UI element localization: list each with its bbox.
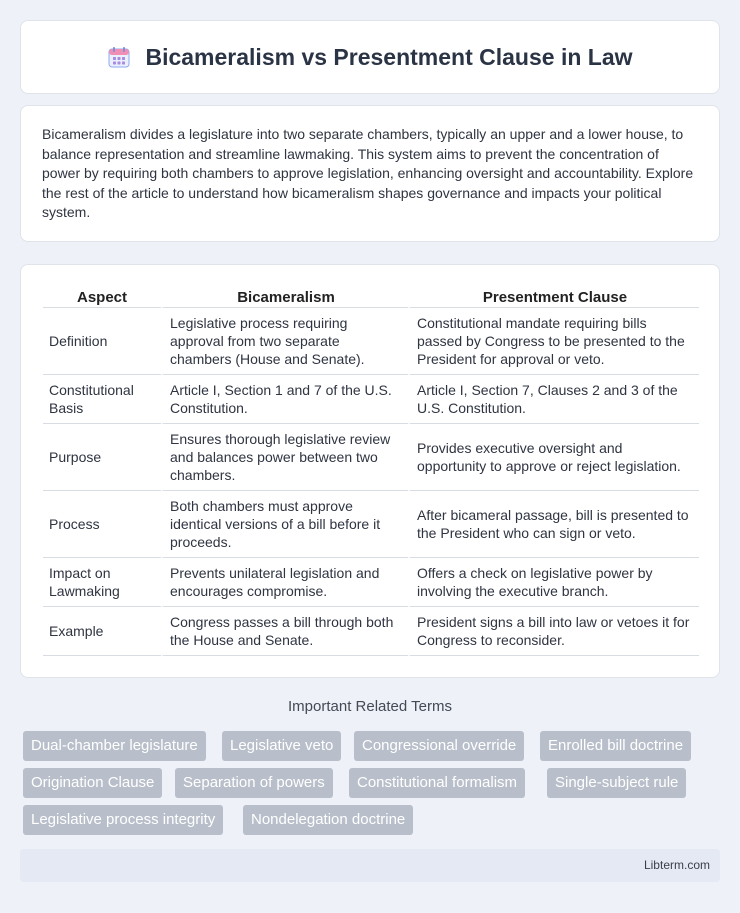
table-row [43, 491, 699, 558]
row-aspect: Definition [43, 308, 161, 375]
row-bicameralism: Congress passes a bill through both the House and Senate. [161, 607, 408, 656]
row-bicameralism: Article I, Section 1 and 7 of the U.S. Constitution. [161, 375, 408, 424]
table-row [43, 308, 699, 375]
related-term-tag[interactable]: Single-subject rule [547, 768, 686, 798]
intro-text: Bicameralism divides a legislature into two separate chambers, typically an upper and a lower house, to balance representation and streamline lawmaking. This system aims to prevent the concentration of power by requiring both chambers to approve legislation, enhancing oversight and accountability. Explore the rest of the article to understand how bicameralism shapes governance and impacts your political system. [42, 126, 694, 220]
table-row [43, 558, 699, 607]
related-terms-title: Important Related Terms [288, 698, 452, 715]
footer-brand[interactable]: Libterm.com [643, 858, 710, 872]
row-aspect: Impact on Lawmaking [43, 558, 161, 607]
related-term-tag[interactable]: Legislative process integrity [23, 805, 223, 835]
header-bicameralism: Bicameralism [161, 285, 408, 308]
related-term-tag[interactable]: Nondelegation doctrine [243, 805, 413, 835]
related-term-tag[interactable]: Dual-chamber legislature [23, 731, 206, 761]
intro-card [20, 105, 720, 242]
related-term-tag[interactable]: Legislative veto [222, 731, 341, 761]
page-title: Bicameralism vs Presentment Clause in Law [145, 43, 633, 70]
row-aspect: Purpose [43, 424, 161, 491]
comparison-card [20, 264, 720, 678]
table-row [43, 424, 699, 491]
row-aspect: Example [43, 607, 161, 656]
footer [20, 849, 720, 882]
calendar-icon [107, 45, 131, 69]
header-card [20, 20, 720, 94]
row-bicameralism: Legislative process requiring approval from two separate chambers (House and Senate). [161, 308, 408, 375]
row-bicameralism: Prevents unilateral legislation and encourages compromise. [161, 558, 408, 607]
row-aspect: Constitutional Basis [43, 375, 161, 424]
table-row [43, 607, 699, 656]
row-bicameralism: Ensures thorough legislative review and balances power between two chambers. [161, 424, 408, 491]
row-aspect: Process [43, 491, 161, 558]
row-presentment: President signs a bill into law or vetoes it for Congress to reconsider. [408, 607, 699, 656]
comparison-table [43, 285, 699, 656]
table-row [43, 375, 699, 424]
row-presentment: After bicameral passage, bill is presented to the President who can sign or veto. [408, 491, 699, 558]
table-header-row [43, 285, 699, 308]
related-term-tag[interactable]: Constitutional formalism [349, 768, 525, 798]
row-presentment: Article I, Section 7, Clauses 2 and 3 of the U.S. Constitution. [408, 375, 699, 424]
row-bicameralism: Both chambers must approve identical versions of a bill before it proceeds. [161, 491, 408, 558]
row-presentment: Provides executive oversight and opportunity to approve or reject legislation. [408, 424, 699, 491]
row-presentment: Constitutional mandate requiring bills passed by Congress to be presented to the President for approval or veto. [408, 308, 699, 375]
related-term-tag[interactable]: Origination Clause [23, 768, 162, 798]
related-term-tag[interactable]: Congressional override [354, 731, 524, 761]
header-presentment: Presentment Clause [408, 285, 699, 308]
row-presentment: Offers a check on legislative power by involving the executive branch. [408, 558, 699, 607]
related-term-tag[interactable]: Enrolled bill doctrine [540, 731, 691, 761]
header-aspect: Aspect [43, 285, 161, 308]
related-term-tag[interactable]: Separation of powers [175, 768, 333, 798]
